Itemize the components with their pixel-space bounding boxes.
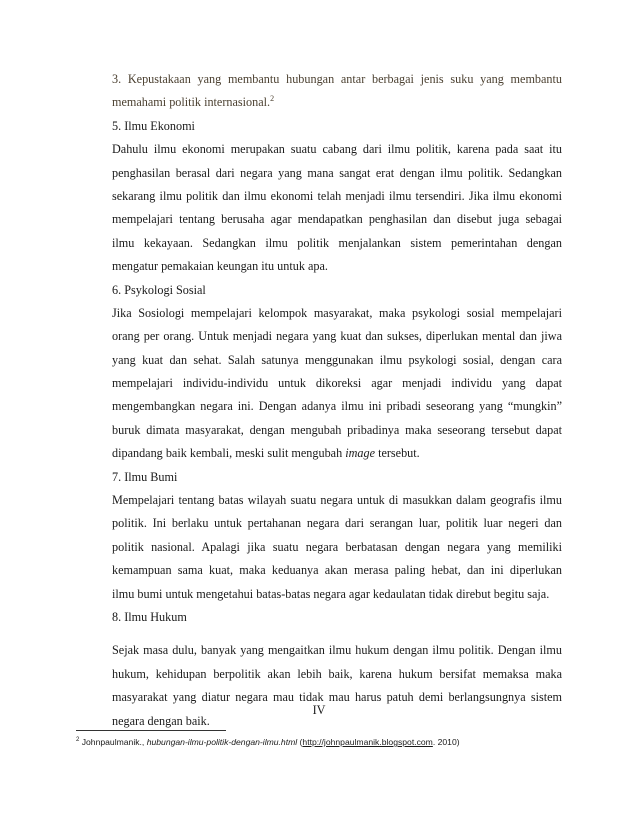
section-heading-ilmu-ekonomi: 5. Ilmu Ekonomi [112, 118, 195, 133]
paragraph-line: orang per orang. Untuk menjadi negara yang kuat dan sukses, diperlukan mental dan jiwa [112, 329, 562, 344]
section-heading-ilmu-bumi: 7. Ilmu Bumi [112, 469, 178, 484]
footnote-ref[interactable]: 2 [270, 94, 275, 104]
spacer [112, 629, 562, 639]
footnote [76, 737, 460, 747]
line-text: dipandang baik kembali, meski sulit mengubah [112, 446, 346, 461]
paragraph-line: penghasilan berasal dari negara yang mana sangat erat dengan ilmu politik. Sedangkan [112, 165, 562, 180]
paragraph-line: yang kuat dan sehat. Salah satunya menggunakan ilmu psykologi sosial, dengan cara [112, 352, 562, 367]
paragraph-line: mengatur pemakaian keungan itu untuk apa. [112, 259, 328, 274]
paragraph-line: Dahulu ilmu ekonomi merupakan suatu cabang dari ilmu politik, karena pada saat itu [112, 142, 562, 157]
paragraph-line: hukum, kehidupan berpolitik akan lebih baik, karena hukum bersifat memaksa maka [112, 666, 562, 681]
page-number: IV [312, 703, 326, 717]
paragraph-line: Mempelajari tentang batas wilayah suatu negara untuk di masukkan dalam geografis ilmu [112, 493, 562, 508]
footnote-mark: 2 [76, 737, 80, 743]
section-heading-ilmu-hukum: 8. Ilmu Hukum [112, 609, 187, 624]
paragraph-line: buruk dimata masyarakat, dengan mengubah pribadinya maka seseorang tersebut dapat [112, 422, 562, 437]
section-heading-psykologi-sosial: 6. Psykologi Sosial [112, 282, 206, 297]
footnote-link[interactable]: http://johnpaulmanik.blogspot.com [302, 737, 433, 747]
footnote-close: . 2010) [432, 737, 460, 747]
paragraph-line: negara dengan baik. [112, 713, 210, 728]
document-body [112, 68, 562, 733]
paragraph-line: politik. Ini berlaku untuk pertahanan negara dari serangan luar, politik luar negeri dan [112, 516, 562, 531]
paragraph-line: mempelajari individu-individu untuk dikoreksi agar menjadi individu yang dapat [112, 376, 562, 391]
paragraph-line: kemampuan sama kuat, maka keduanya akan merasa paling hebat, dan ini diperlukan [112, 563, 562, 578]
paragraph-line: Sejak masa dulu, banyak yang mengaitkan ilmu hukum dengan ilmu politik. Dengan ilmu [112, 643, 562, 658]
footnote-title: hubungan-ilmu-politik-dengan-ilmu.html [146, 737, 298, 747]
paragraph-line: ilmu bumi untuk mengetahui batas-batas negara agar kedaulatan tidak direbut begitu saja. [112, 586, 550, 601]
footnote-open: ( [297, 737, 303, 747]
paragraph-line: mempelajari tentang berusaha agar mendapatkan penghasilan dan disebut juga sebagai [112, 212, 562, 227]
footnote-divider [76, 730, 226, 731]
intro-line-2-text: memahami politik internasional. [112, 95, 271, 110]
intro-line-2 [112, 91, 562, 114]
paragraph-line: politik nasional. Apalagi jika suatu negara berbatasan dengan negara yang memiliki [112, 539, 562, 554]
paragraph-line: ilmu kekayaan. Sedangkan ilmu politik menjalankan sistem pemerintahan dengan [112, 235, 562, 250]
paragraph-line [112, 442, 562, 465]
line-text: tersebut. [375, 446, 420, 461]
italic-term: image [345, 446, 376, 461]
paragraph-line: masyarakat yang diatur negara mau tidak mau harus patuh demi berlangsungnya sistem [112, 690, 562, 705]
intro-line-1: 3. Kepustakaan yang membantu hubungan antar berbagai jenis suku yang membantu [112, 72, 562, 86]
paragraph-line: mengembangkan negara ini. Dengan adanya ilmu ini pribadi seseorang yang “mungkin” [112, 399, 562, 414]
paragraph-line: sekarang ilmu politik dan ilmu ekonomi telah menjadi ilmu tersendiri. Jika ilmu ekonomi [112, 188, 562, 203]
paragraph-line: Jika Sosiologi mempelajari kelompok masyarakat, maka psykologi sosial mempelajari [112, 305, 562, 320]
footnote-author: Johnpaulmanik., [79, 737, 147, 747]
